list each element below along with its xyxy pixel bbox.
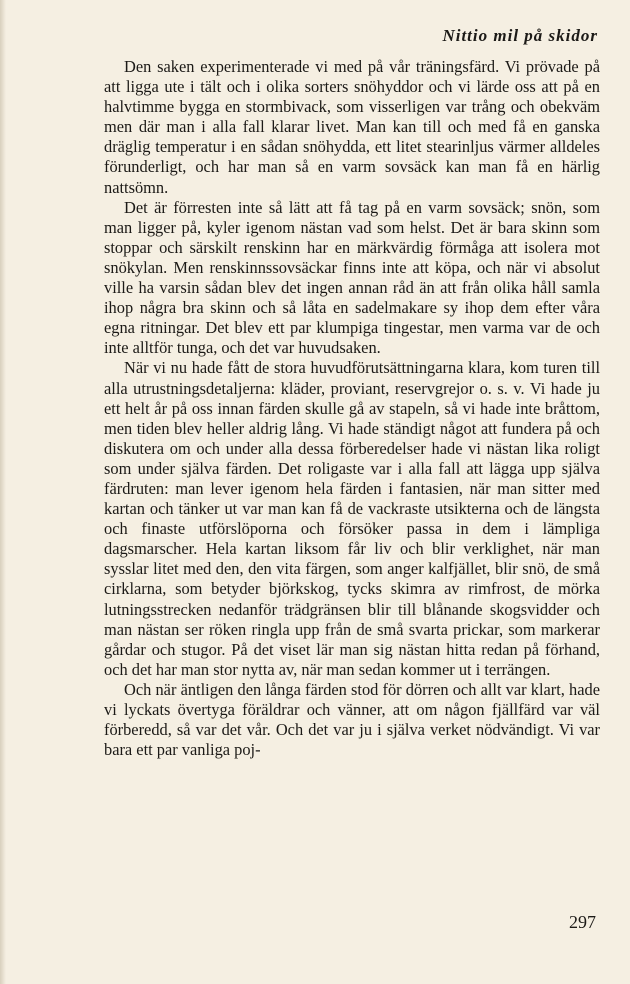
page-number: 297 — [569, 912, 596, 932]
running-title: Nittio mil på skidor — [442, 26, 598, 45]
paragraph-4: Och när äntligen den långa färden stod för dörren och allt var klart, hade vi lyckats övertyga föräldrar och vänner, att om någon fjällfärd var väl förberedd, så var det vår. Och det var ju i själva verket nödvändigt. Vi var bara ett par vanliga poj- — [104, 679, 600, 760]
body-text — [104, 57, 600, 760]
paragraph-1: Den saken experimenterade vi med på vår träningsfärd. Vi prövade på att ligga ute i tält och i olika sorters snöhyddor och vi lärde oss att på en halvtimme bygga en stormbivack, som visserligen var trång och obekväm men där man i alla fall klarar livet. Man kan till och med få en ganska dräglig temperatur i en sådan snöhydda, ett litet stearinljus värmer alldeles förunderligt, och har man så en varm sovsäck kan man få en härlig nattsömn. — [104, 57, 600, 197]
page-edge-shadow — [0, 0, 6, 984]
paragraph-2: Det är förresten inte så lätt att få tag på en varm sovsäck; snön, som man ligger på, kyler igenom nästan vad som helst. Det är bara skinn som stoppar och särskilt renskinn har en märkvärdig förmåga att isolera mot snökylan. Men renskinnssovsäckar finns inte att köpa, och när vi absolut ville ha varsin sådan blev det ingen annan råd än att från olika håll samla ihop några bra skinn och så låta en sadelmakare sy ihop dem efter våra egna ritningar. Det blev ett par klumpiga tingestar, men varma var de och inte alltför tunga, och det var huvudsaken. — [104, 197, 600, 358]
paragraph-3: När vi nu hade fått de stora huvudförutsättningarna klara, kom turen till alla utrustningsdetaljerna: kläder, proviant, reservgrejor o. s. v. Vi hade ju ett helt år på oss innan färden skulle gå av stapeln, så vi hade inte bråttom, men tiden blev heller aldrig lång. Vi hade ständigt något att fundera på och diskutera om och under alla dessa förberedelser hade vi nästan lika roligt som under själva färden. Det roligaste var i alla fall att lägga upp själva färdruten: man lever igenom hela färden i fantasien, när man sitter med kartan och tänker ut var man kan få de vackraste utsikterna och de längsta och finaste utförslöporna och försöker passa in dem i lämpliga dagsmarscher. Hela kartan liksom får liv och blir verklighet, när man sysslar litet med den, den vita färgen, som anger kalfjället, blir snö, de små cirklarna, som betyder björkskog, tycks skimra av rimfrost, de mörka lutningsstrecken nedanför trädgränsen blir till blånande skogsvidder och man nästan ser röken ringla upp från de små svarta prickar, som markerar gårdar och stugor. På det viset lär man sig nästan hitta redan på förhand, och det har man stor nytta av, när man sedan kommer ut i terrängen. — [104, 358, 600, 679]
